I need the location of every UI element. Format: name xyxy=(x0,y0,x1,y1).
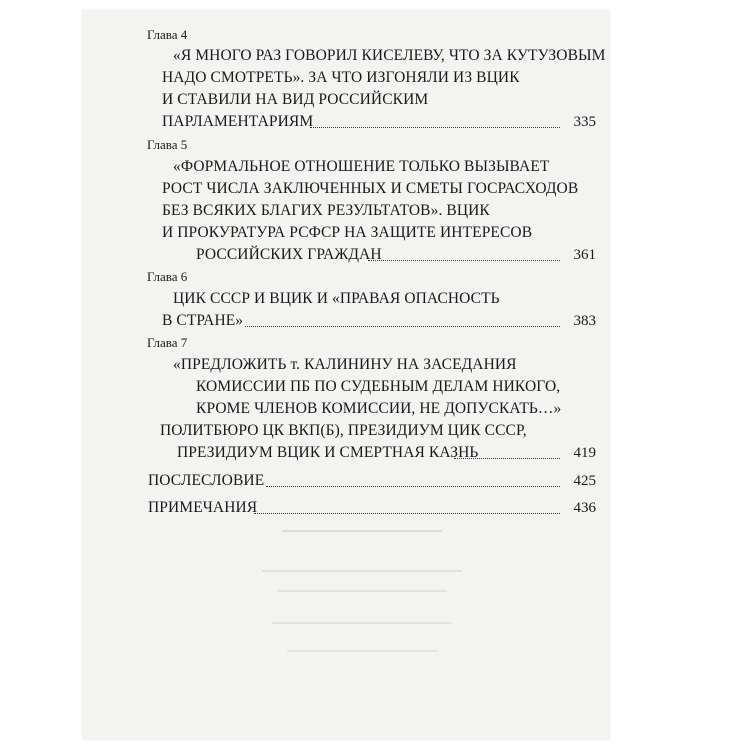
afterword-page-number: 425 xyxy=(573,473,596,489)
leader-dots xyxy=(368,260,560,261)
chapter-5-title-line: «ФОРМАЛЬНОЕ ОТНОШЕНИЕ ТОЛЬКО ВЫЗЫВАЕТ xyxy=(173,158,550,175)
leader-dots xyxy=(245,326,560,327)
chapter-7-title-line: КРОМЕ ЧЛЕНОВ КОМИССИИ, НЕ ДОПУСКАТЬ…» xyxy=(196,400,562,417)
chapter-7-page-number: 419 xyxy=(573,445,596,461)
chapter-4-label: Глава 4 xyxy=(147,27,188,42)
chapter-5-label: Глава 5 xyxy=(147,137,188,152)
bleed-through-mark xyxy=(262,570,462,572)
chapter-5-page-number: 361 xyxy=(573,247,596,263)
chapter-5-title-line: И ПРОКУРАТУРА РСФСР НА ЗАЩИТЕ ИНТЕРЕСОВ xyxy=(162,224,533,241)
chapter-6-title-line: ЦИК СССР И ВЦИК И «ПРАВАЯ ОПАСНОСТЬ xyxy=(173,290,500,307)
leader-dots xyxy=(454,458,560,459)
chapter-6-page-number: 383 xyxy=(573,313,596,329)
bleed-through-mark xyxy=(287,650,437,652)
chapter-5-title-line: РОССИЙСКИХ ГРАЖДАН xyxy=(196,246,382,263)
chapter-7-title-line: ПРЕЗИДИУМ ВЦИК И СМЕРТНАЯ КАЗНЬ xyxy=(177,444,479,461)
leader-dots xyxy=(266,486,560,487)
bleed-through-mark xyxy=(277,590,447,592)
chapter-5-title-line: РОСТ ЧИСЛА ЗАКЛЮЧЕННЫХ И СМЕТЫ ГОСРАСХОДОВ xyxy=(162,180,579,197)
chapter-4-title-line: НАДО СМОТРЕТЬ». ЗА ЧТО ИЗГОНЯЛИ ИЗ ВЦИК xyxy=(162,69,520,86)
chapter-4-title-line: ПАРЛАМЕНТАРИЯМ xyxy=(162,113,314,130)
notes-title: ПРИМЕЧАНИЯ xyxy=(148,499,258,516)
leader-dots xyxy=(254,513,560,514)
book-page xyxy=(82,10,610,740)
chapter-7-title-line: ПОЛИТБЮРО ЦК ВКП(Б), ПРЕЗИДИУМ ЦИК СССР, xyxy=(160,422,527,439)
chapter-4-title-line: И СТАВИЛИ НА ВИД РОССИЙСКИМ xyxy=(162,91,429,108)
leader-dots xyxy=(310,127,560,128)
chapter-7-label: Глава 7 xyxy=(147,335,188,350)
afterword-title: ПОСЛЕСЛОВИЕ xyxy=(148,472,265,489)
chapter-4-title-line: «Я МНОГО РАЗ ГОВОРИЛ КИСЕЛЕВУ, ЧТО ЗА КУТУЗОВЫМ xyxy=(173,47,606,64)
chapter-7-title-line: КОМИССИИ ПБ ПО СУДЕБНЫМ ДЕЛАМ НИКОГО, xyxy=(196,378,561,395)
chapter-7-title-line: «ПРЕДЛОЖИТЬ т. КАЛИНИНУ НА ЗАСЕДАНИЯ xyxy=(173,356,517,373)
bleed-through-mark xyxy=(272,622,452,624)
notes-page-number: 436 xyxy=(573,500,596,516)
chapter-6-label: Глава 6 xyxy=(147,269,188,284)
bleed-through-mark xyxy=(282,530,442,532)
chapter-5-title-line: БЕЗ ВСЯКИХ БЛАГИХ РЕЗУЛЬТАТОВ». ВЦИК xyxy=(162,202,490,219)
chapter-6-title-line: В СТРАНЕ» xyxy=(162,312,244,329)
chapter-4-page-number: 335 xyxy=(573,114,596,130)
